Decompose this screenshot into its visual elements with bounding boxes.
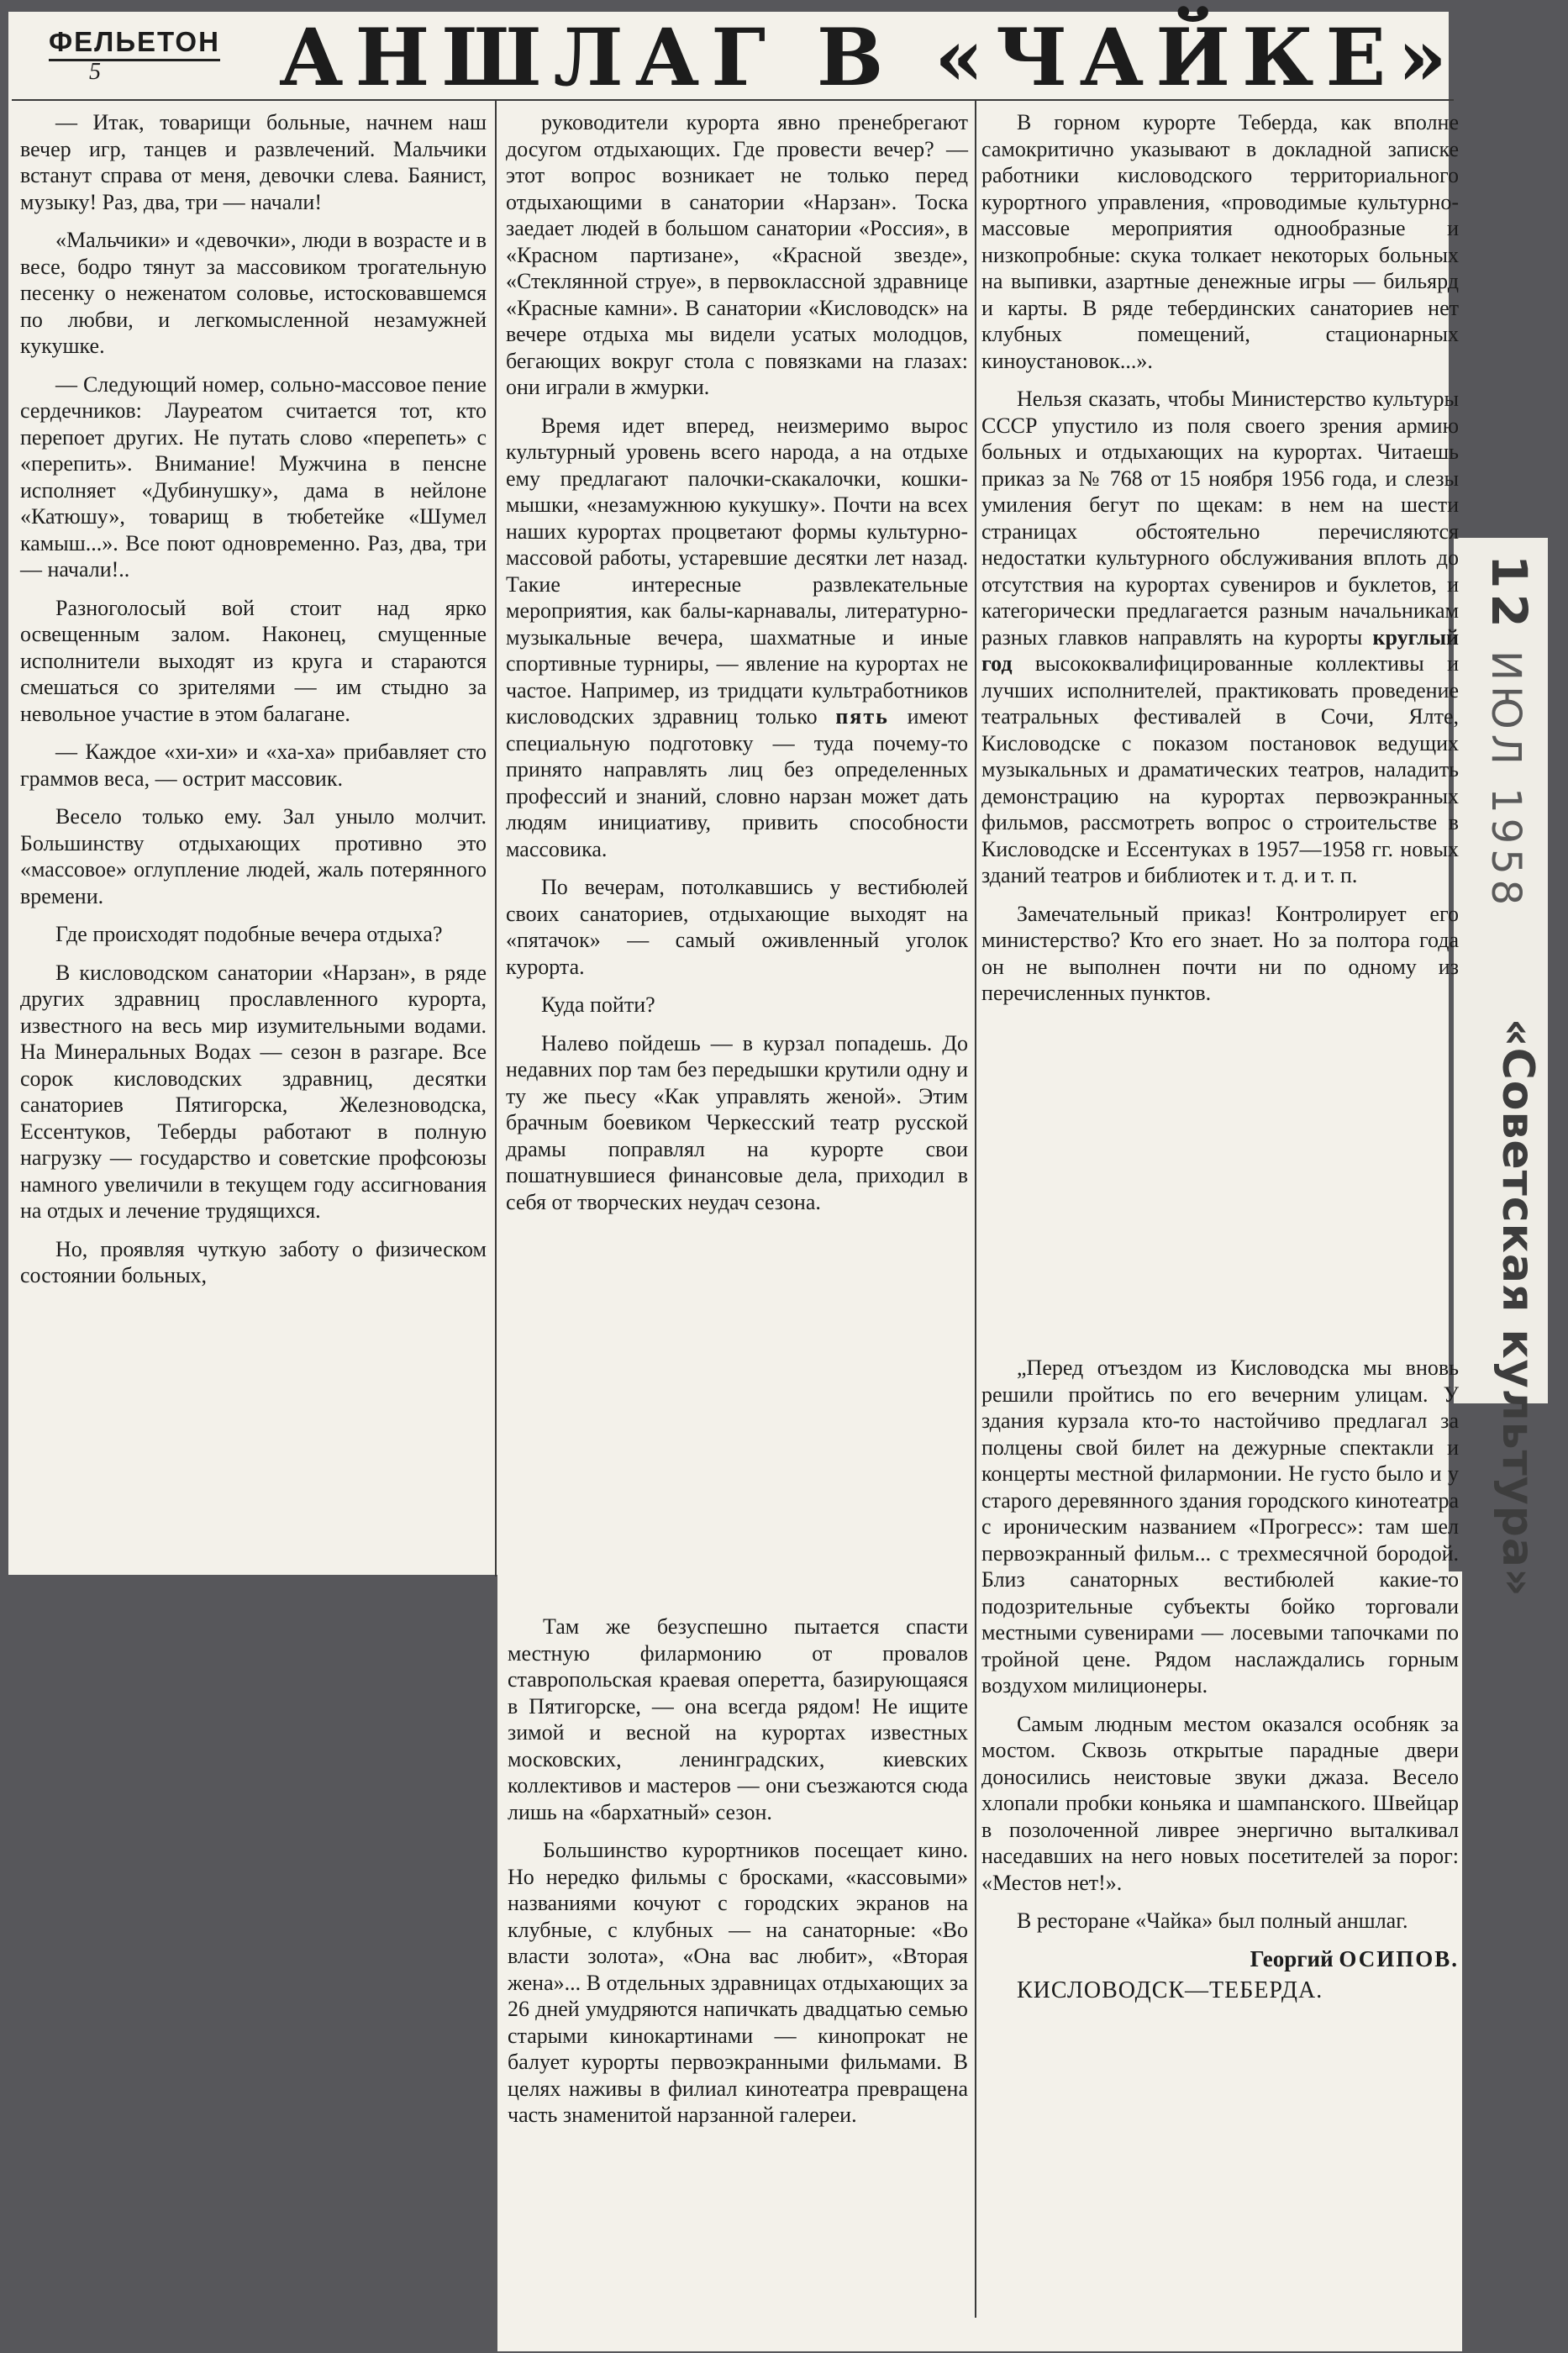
article-column-2 — [506, 109, 968, 1227]
paragraph: «Мальчики» и «девочки», люди в возрасте и в весе, бодро тянут за массовиком трогательную песенку о неженатом соловье, истосковавшемся по любви, и легкомысленной незамужней кукушке. — [20, 228, 487, 358]
paragraph: Где происходят подобные вечера отдыха? — [55, 922, 443, 946]
rubric-label: ФЕЛЬЕТОН — [49, 25, 220, 61]
paragraph: — Каждое «хи-хи» и «ха-ха» прибавляет сто граммов веса, — острит массовик. — [20, 740, 487, 791]
paragraph: Большинство курортников посещает кино. Но нередко фильмы с бросками, «кассовыми» названиями кочуют с городских экранов на клубные, с клубных — на санаторные: «Во власти золота», «Она вас любит», «Вторая жена»... В отдельных здравницах отдыхающих за 26 дней умудряются напичкать двадцатью семью старыми кинокартинами — кинопрокат не балует курорты первоэкранными фильмами. В целях наживы в филиал кинотеатра превращена часть знаменитой нарзанной галереи. — [508, 1838, 968, 2127]
paragraph: Куда пойти? — [541, 992, 655, 1017]
handwritten-mark: 5 — [89, 59, 101, 85]
paragraph: Время идет вперед, неизмеримо вырос культурный уровень всего народа, а на отдыхе ему предлагают палочки-скакалочки, кошки-мышки, «незамужнюю кукушку». Почти на всех наших курортах процветают формы культурно-массовой работы, устаревшие десятки лет назад. Такие интересные развлекательные мероприятия, как балы-карнавалы, литературно-музыкальные вечера, шахматные и иные спортивные турниры, — явление на курортах не частое. Например, из тридцати культработников кисловодских здравниц только пять имеют специальную подготовку — туда почему-то принято направлять лиц без определенных профессий и знаний, словно нарзан может дать людям инициативу, привить способности массовика. — [506, 413, 968, 861]
article-column-2-continued — [508, 1613, 968, 2140]
dateline-place: КИСЛОВОДСК—ТЕБЕРДА. — [1017, 1977, 1323, 2003]
paragraph: — Следующий номер, сольно-массовое пение сердечников: Лауреатом считается тот, кто перепоет других. Не путать слово «перепеть» с «перепить». Внимание! Мужчина в пенсне исполняет «Дубинушку», дама в нейлоне «Катюшу», товарищ в тюбетейке «Шумел камыш...». Все поют одновременно. Раз, два, три — начали!.. — [20, 371, 487, 582]
paragraph: „Перед отъездом из Кисловодска мы вновь решили пройтись по его вечерним улицам. У здания курзала кто-то настойчиво предлагал за полцены свой билет на дежурные спектакли и концерты местной филармонии. Не густо было и у старого деревянного здания городского кинотеатра с ироническим названием «Прогресс»: там шел первоэкранный фильм... с трехмесячной бородой. Близ санаторных вестибюлей какие-то подозрительные субъекты бойко торговали местными сувенирами — лосевыми тапочками по тройной цене. Рядом наслаждались горным воздухом милиционеры. — [981, 1355, 1459, 1698]
paragraph: По вечерам, потолкавшись у вестибюлей своих санаториев, отдыхающие выходят на «пятачок» — самый оживленный уголок курорта. — [506, 875, 968, 979]
article-column-1 — [20, 109, 487, 1301]
paragraph: Самым людным местом оказался особняк за мостом. Сквозь открытые парадные двери доносились неистовые звуки джаза. Весело хлопали пробки коньяка и шампанского. Швейцар в позолоченной ливрее энергично выталкивал наседавших на него новых посетителей за порог: «Местов нет!». — [981, 1711, 1459, 1895]
paragraph: В ресторане «Чайка» был полный аншлаг. — [1017, 1908, 1408, 1933]
paragraph: Весело только ему. Зал уныло молчит. Большинству отдыхающих противно это «массовое» оглупление людей, жаль потерянного времени. — [20, 804, 487, 908]
author-signature: Георгий ОСИПОВ. — [1250, 1945, 1459, 1971]
emphasis: пять — [835, 704, 889, 729]
paragraph: Там же безуспешно пытается спасти местную филармонию от провалов ставропольская краевая оперетта, базирующаяся в Пятигорске, — она всегда рядом! Не ищите зимой и весной на курортах известных московских, ленинградских, киевских коллективов и мастеров — они съезжаются сюда лишь на «бархатный» сезон. — [508, 1614, 968, 1824]
paragraph: руководители курорта явно пренебрегают досугом отдыхающих. Где провести вечер? — этот вопрос возникает не только перед отдыхающими в санатории «Нарзан». Тоска заедает людей в большом санатории «Россия», в «Красном партизане», «Красной звезде», «Стеклянной струе», в первоклассной здравнице «Красные камни». В санатории «Кисловодск» на вечере отдыха мы видели усатых молодцов, бегающих вокруг стола с повязками на глазах: они играли в жмурки. — [506, 110, 968, 399]
emphasis: круглый год — [981, 624, 1459, 676]
column-rule-2 — [975, 99, 976, 2318]
paragraph: Налево пойдешь — в курзал попадешь. До недавних пор там без передышки крутили одну и ту же пьесу «Как управлять женой». Этим брачным боевиком Черкесский театр русской драмы поправлял на курорте свои пошатнувшиеся финансовые дела, приходил в себя от творческих неудач сезона. — [506, 1030, 968, 1214]
paragraph: В горном курорте Теберда, как вполне самокритично указывают в докладной записке работники кисловодского территориального курортного управления, «проводимые культурно-массовые мероприятия однообразные и низкопробные: скука толкает некоторых больных на выпивки, азартные денежные игры — бильярд и карты. В ряде тебердинских санаториев нет клубных помещений, стационарных киноустановок...». — [981, 110, 1459, 373]
article-column-3 — [981, 109, 1459, 1019]
paragraph: В кисловодском санатории «Нарзан», в ряде других здравниц прославленного курорта, известного на весь мир изумительными водами. На Минеральных Водах — сезон в разгаре. Все сорок кисловодских здравниц, десятки санаториев Пятигорска, Железноводска, Ессентуков, Теберды работают в полную нагрузку — государство и советские профсоюзы намного увеличили в текущем году ассигнования на отдых и лечение трудящихся. — [20, 960, 487, 1223]
source-newspaper-stamp: «Советская культура» — [1492, 1019, 1543, 1598]
headline: АНШЛАГ В «ЧАЙКЕ» — [279, 12, 1459, 104]
paragraph: Разноголосый вой стоит над ярко освещенным залом. Наконец, смущенные исполнители выходят из круга и стараются смешаться со зрителями — им стыдно за невольное участие в этом балагане. — [20, 595, 487, 726]
article-column-3-continued — [981, 1355, 1459, 2016]
column-rule-1 — [495, 99, 497, 1577]
paragraph: Нельзя сказать, чтобы Министерство культуры СССР упустило из поля своего зрения армию больных и отдыхающих на курортах. Читаешь приказ за № 768 от 15 ноября 1956 года, и слезы умиления бегут по щекам: в нем на шести страницах обстоятельно перечисляются недостатки культурного обслуживания вплоть до отсутствия на курортах сувениров и буклетов, и категорически предлагается разным начальникам разных главков направлять на курорты круглый год высококвалифицированные коллективы и лучших исполнителей, практиковать проведение театральных фестивалей в Сочи, Ялте, Кисловодске с показом постановок ведущих музыкальных и драматических театров, наладить демонстрацию на курортах первоэкранных фильмов, рассмотреть вопрос о строительстве в Кисловодске и Ессентуках в 1957—1958 гг. новых зданий театров и библиотек и т. д. и т. п. — [981, 387, 1459, 887]
paragraph: Замечательный приказ! Контролирует его министерство? Кто его знает. Но за полтора года он не выполнен почти ни по одному из перечисленных пунктов. — [981, 901, 1459, 1005]
archive-date-stamp: 12 ИЮЛ 1958 — [1481, 555, 1538, 911]
paragraph: — Итак, товарищи больные, начнем наш вечер игр, танцев и развлечений. Мальчики встанут справа от меня, девочки слева. Баянист, музыку! Раз, два, три — начали! — [20, 110, 487, 214]
paragraph: Но, проявляя чуткую заботу о физическом состоянии больных, — [20, 1236, 487, 1287]
